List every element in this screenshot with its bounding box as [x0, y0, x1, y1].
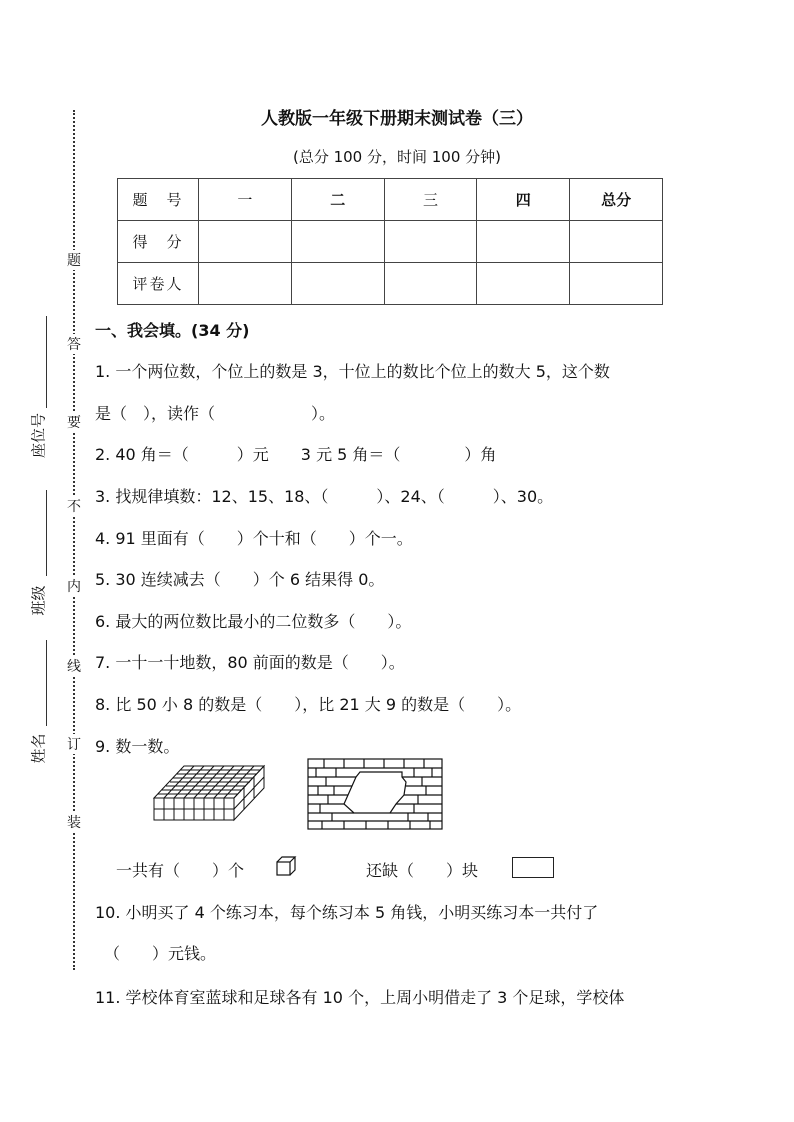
score-table-row — [118, 221, 663, 263]
binding-char-da: 答 — [64, 334, 84, 354]
header-cell-2: 二 — [291, 179, 384, 221]
brick-wall-figure — [304, 756, 446, 832]
binding-char-ding: 订 — [64, 734, 84, 754]
score-cell[interactable] — [570, 221, 663, 263]
question-10a: 10. 小明买了 4 个练习本，每个练习本 5 角钱，小明买练习本一共付了 — [95, 903, 599, 922]
question-7: 7. 一十一十地数，80 前面的数是（ ）。 — [95, 653, 405, 672]
row-label-grader: 评卷人 — [118, 263, 199, 305]
binding-char-bu: 不 — [64, 496, 84, 516]
score-cell[interactable] — [384, 221, 477, 263]
question-1b: 是（ ），读作（ ）。 — [95, 404, 336, 423]
question-11: 11. 学校体育室蓝球和足球各有 10 个，上周小明借走了 3 个足球，学校体 — [95, 988, 625, 1007]
page-subtitle: (总分 100 分，时间 100 分钟) — [292, 148, 502, 166]
class-line — [46, 490, 47, 576]
cube-stack-figure — [150, 762, 268, 824]
question-6: 6. 最大的两位数比最小的二位数多（ ）。 — [95, 612, 412, 631]
score-cell[interactable] — [199, 221, 292, 263]
seat-number-line — [46, 316, 47, 408]
header-cell-number: 题 号 — [118, 179, 199, 221]
question-10b: （ ）元钱。 — [104, 944, 217, 963]
brick-shape-box-icon — [512, 857, 554, 878]
question-9: 9. 数一数。 — [95, 737, 180, 756]
question-3: 3. 找规律填数：12、15、18、（ ）、24、（ ）、30。 — [95, 487, 554, 506]
score-table-header-row — [118, 179, 663, 221]
header-cell-3: 三 — [384, 179, 477, 221]
header-cell-4: 四 — [477, 179, 570, 221]
row-label-score: 得 分 — [118, 221, 199, 263]
question-5: 5. 30 连续减去（ ）个 6 结果得 0。 — [95, 570, 385, 589]
section-heading: 一、我会填。(34 分) — [95, 321, 250, 340]
grader-cell[interactable] — [199, 263, 292, 305]
binding-dotted-line — [73, 110, 75, 970]
score-table — [117, 178, 663, 305]
header-cell-1: 一 — [199, 179, 292, 221]
header-cell-total: 总分 — [570, 179, 663, 221]
question-4: 4. 91 里面有（ ）个十和（ ）个一。 — [95, 529, 413, 548]
binding-char-xian: 线 — [64, 656, 84, 676]
grader-cell[interactable] — [570, 263, 663, 305]
binding-char-zhuang: 装 — [64, 812, 84, 832]
binding-char-ti: 题 — [64, 250, 84, 270]
grader-cell[interactable] — [384, 263, 477, 305]
grader-cell[interactable] — [291, 263, 384, 305]
page-title: 人教版一年级下册期末测试卷（三） — [261, 109, 533, 129]
binding-char-yao: 要 — [64, 412, 84, 432]
question-8: 8. 比 50 小 8 的数是（ ），比 21 大 9 的数是（ ）。 — [95, 695, 522, 714]
question-2: 2. 40 角＝（ ）元 3 元 5 角＝（ ）角 — [95, 445, 497, 464]
question-9-missing: 还缺（ ）块 — [366, 861, 479, 880]
grader-cell[interactable] — [477, 263, 570, 305]
binding-char-nei: 内 — [64, 576, 84, 596]
question-1a: 1. 一个两位数，个位上的数是 3，十位上的数比个位上的数大 5，这个数 — [95, 362, 610, 381]
score-table-row — [118, 263, 663, 305]
score-cell[interactable] — [291, 221, 384, 263]
score-cell[interactable] — [477, 221, 570, 263]
class-label: 班级 — [29, 585, 48, 616]
seat-number-label: 座位号 — [29, 413, 48, 459]
name-line — [46, 640, 47, 726]
question-9-count: 一共有（ ）个 — [116, 861, 245, 880]
cube-icon — [275, 855, 297, 877]
name-label: 姓名 — [29, 733, 48, 764]
